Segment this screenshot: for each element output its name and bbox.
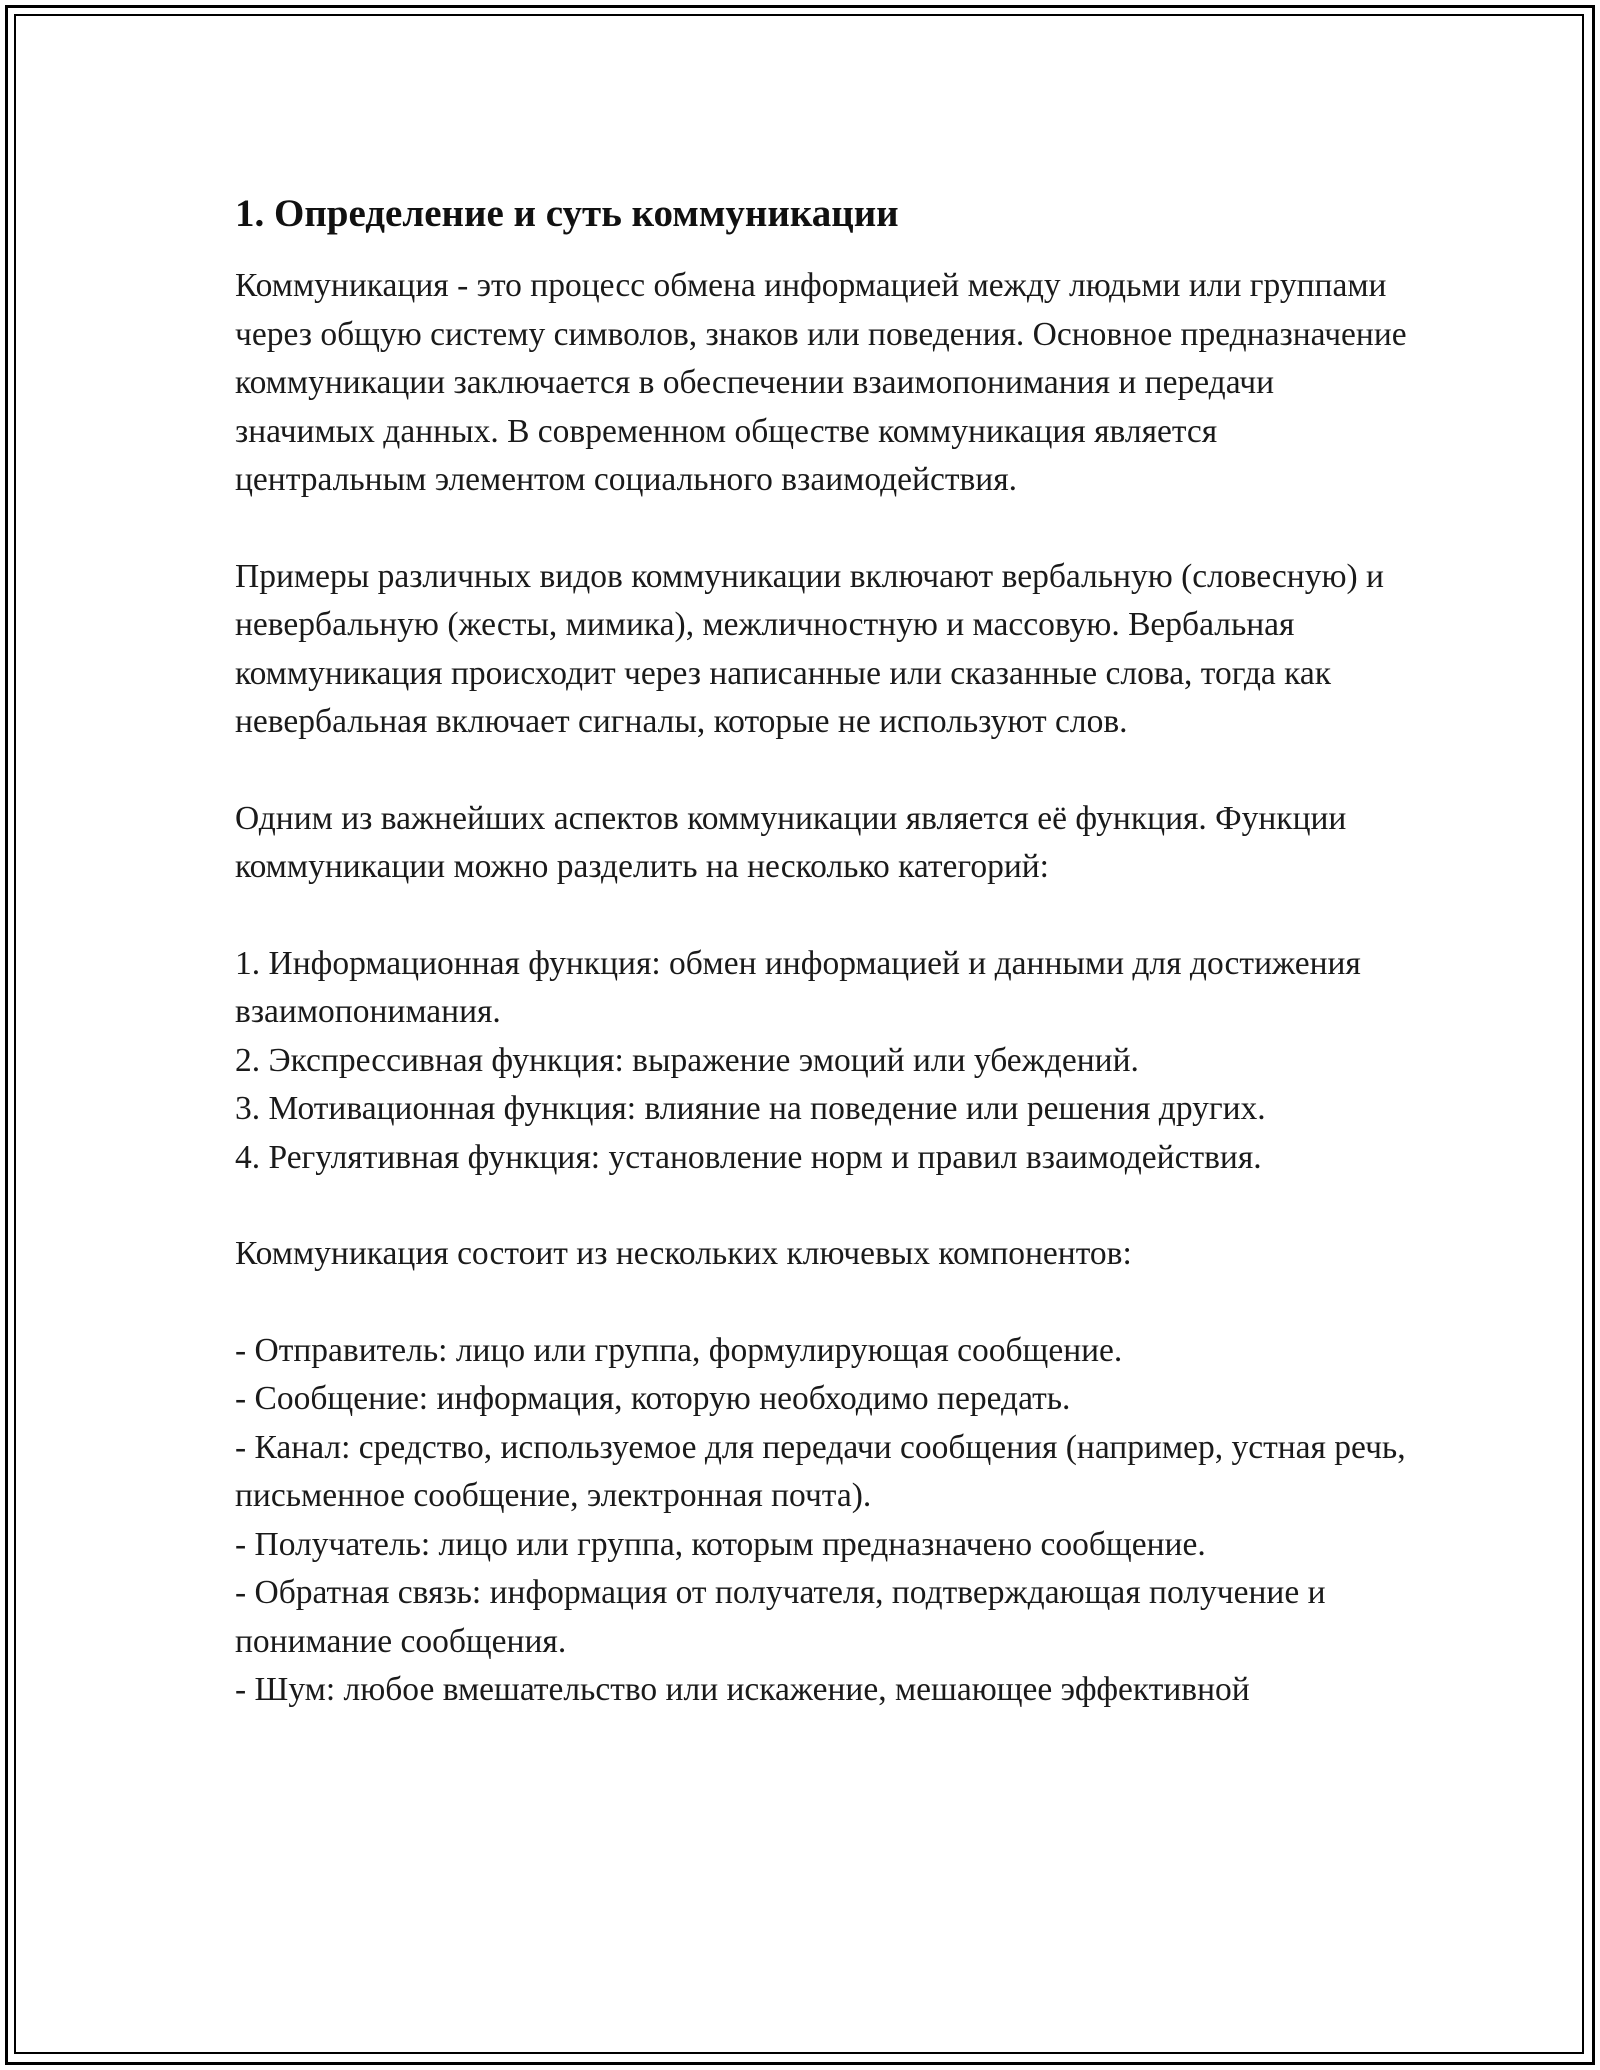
list-item: - Отправитель: лицо или группа, формулирующая сообщение. <box>235 1331 1123 1369</box>
components-list <box>235 1327 1415 1715</box>
list-item: - Канал: средство, используемое для передачи сообщения (например, устная речь, письменное сообщение, электронная почта). <box>235 1428 1406 1514</box>
list-item: 2. Экспрессивная функция: выражение эмоций или убеждений. <box>235 1041 1139 1079</box>
paragraph-functions-intro: Одним из важнейших аспектов коммуникации является её функция. Функции коммуникации можно разделить на несколько категорий: <box>235 799 1347 885</box>
section-heading: 1. Определение и суть коммуникации <box>235 192 899 235</box>
list-item: 1. Информационная функция: обмен информацией и данными для достижения взаимопонимания. <box>235 944 1361 1030</box>
list-item: 3. Мотивационная функция: влияние на поведение или решения других. <box>235 1090 1266 1127</box>
list-item: 4. Регулятивная функция: установление норм и правил взаимодействия. <box>235 1138 1262 1176</box>
document-body <box>235 186 1415 1763</box>
functions-list <box>235 940 1415 1183</box>
paragraph-types: Примеры различных видов коммуникации включают вербальную (словесную) и невербальную (жесты, мимика), межличностную и массовую. Вербальная коммуникация происходит через написанные или сказанные слова, тогда как невербальная включает сигналы, которые не используют слов. <box>235 557 1384 740</box>
list-item: - Обратная связь: информация от получателя, подтверждающая получение и понимание сообщения. <box>235 1574 1326 1660</box>
list-item: - Сообщение: информация, которую необходимо передать. <box>235 1380 1071 1417</box>
list-item: - Шум: любое вмешательство или искажение, мешающее эффективной <box>235 1671 1250 1708</box>
list-item: - Получатель: лицо или группа, которым предназначено сообщение. <box>235 1525 1206 1563</box>
paragraph-components-intro: Коммуникация состоит из нескольких ключевых компонентов: <box>235 1235 1132 1272</box>
paragraph-definition: Коммуникация - это процесс обмена информацией между людьми или группами через общую систему символов, знаков или поведения. Основное предназначение коммуникации заключается в обеспечении взаимопонимания и передачи значимых данных. В современном обществе коммуникация является центральным элементом социального взаимодействия. <box>235 267 1407 498</box>
